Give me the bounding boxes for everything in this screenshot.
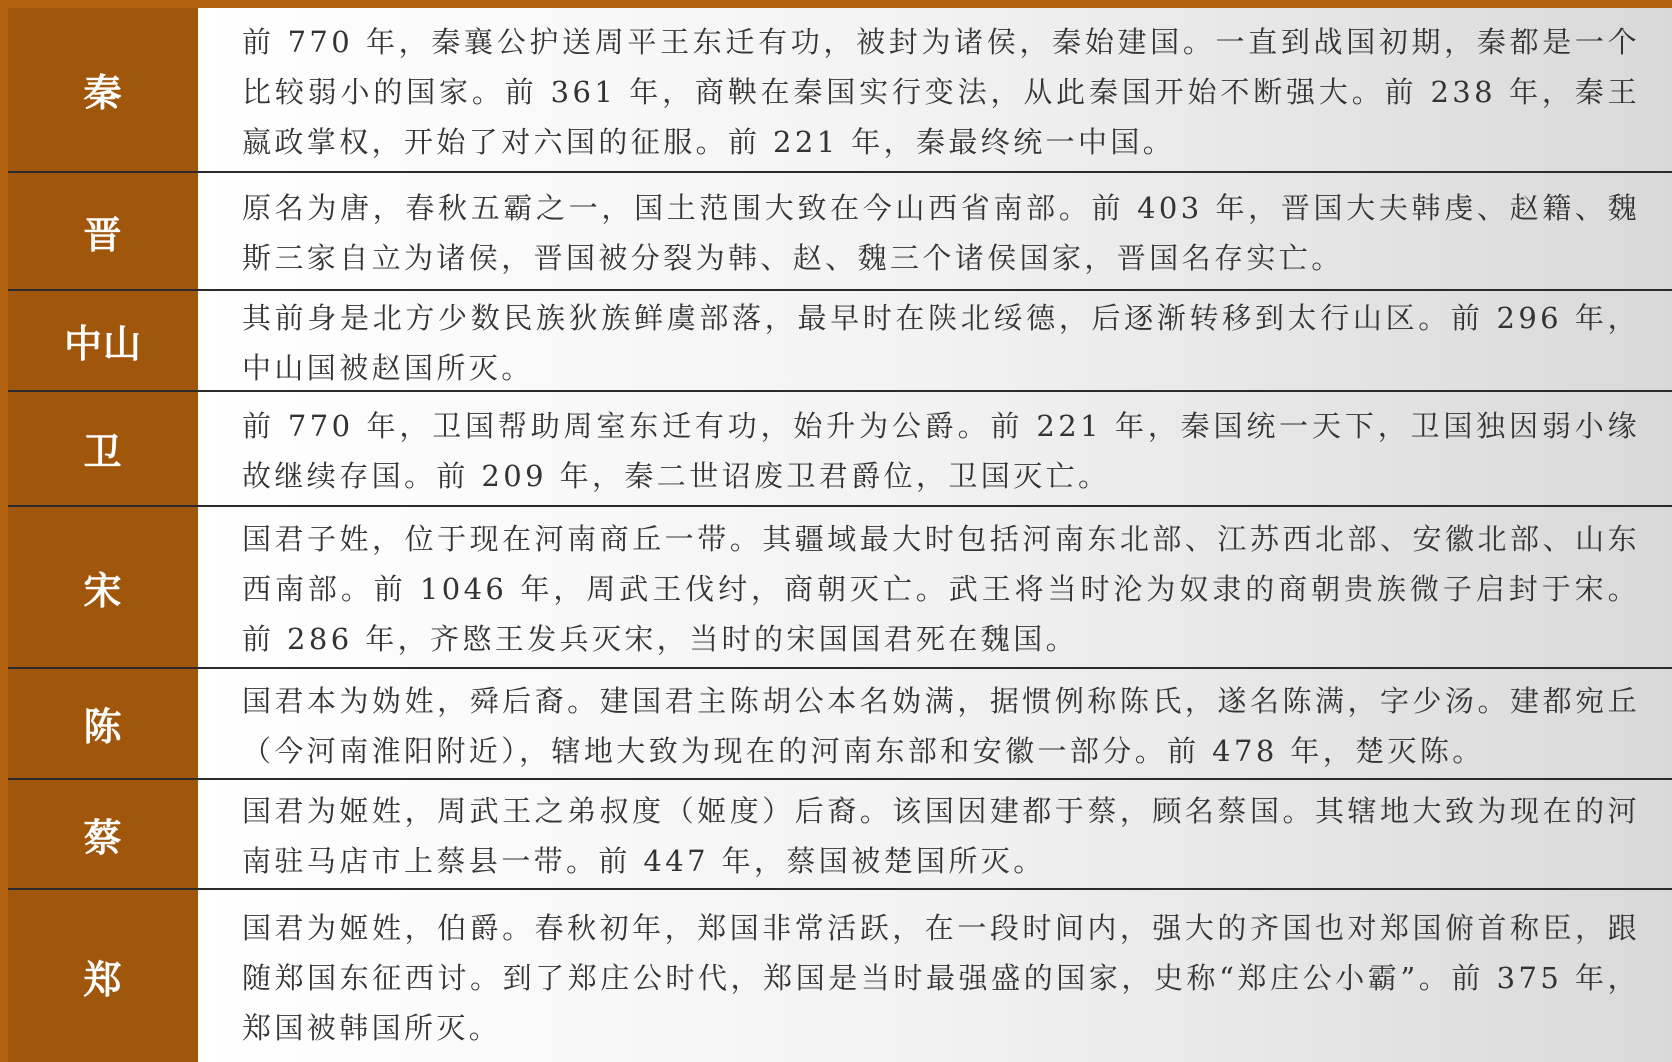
state-name-zheng: 郑 — [8, 890, 198, 1062]
state-name-chen: 陈 — [8, 669, 198, 778]
state-description-zheng: 国君为姬姓，伯爵。春秋初年，郑国非常活跃，在一段时间内，强大的齐国也对郑国俯首称臣，跟随郑国东征西讨。到了郑庄公时代，郑国是当时最强盛的国家，史称“郑庄公小霸”。前 375 年，郑国被韩国所灭。 — [198, 890, 1672, 1062]
table-row — [8, 890, 1672, 1062]
states-table — [8, 8, 1672, 1062]
state-description-wei: 前 770 年，卫国帮助周室东迁有功，始升为公爵。前 221 年，秦国统一天下，卫国独因弱小缘故继续存国。前 209 年，秦二世诏废卫君爵位，卫国灭亡。 — [198, 392, 1672, 505]
table-row — [8, 780, 1672, 888]
state-description-zhongshan: 其前身是北方少数民族狄族鲜虞部落，最早时在陕北绥德，后逐渐转移到太行山区。前 296 年，中山国被赵国所灭。 — [198, 291, 1672, 390]
state-name-jin: 晋 — [8, 173, 198, 289]
state-description-cai: 国君为姬姓，周武王之弟叔度（姬度）后裔。该国因建都于蔡，顾名蔡国。其辖地大致为现在的河南驻马店市上蔡县一带。前 447 年，蔡国被楚国所灭。 — [198, 780, 1672, 888]
table-row — [8, 669, 1672, 778]
state-description-qin: 前 770 年，秦襄公护送周平王东迁有功，被封为诸侯，秦始建国。一直到战国初期，秦都是一个比较弱小的国家。前 361 年，商鞅在秦国实行变法，从此秦国开始不断强大。前 238 年，秦王嬴政掌权，开始了对六国的征服。前 221 年，秦最终统一中国。 — [198, 8, 1672, 171]
table-row — [8, 392, 1672, 505]
state-description-song: 国君子姓，位于现在河南商丘一带。其疆域最大时包括河南东北部、江苏西北部、安徽北部、山东西南部。前 1046 年，周武王伐纣，商朝灭亡。武王将当时沦为奴隶的商朝贵族微子启封于宋。前 286 年，齐愍王发兵灭宋，当时的宋国国君死在魏国。 — [198, 507, 1672, 667]
table-row — [8, 507, 1672, 667]
table-row — [8, 8, 1672, 171]
state-name-cai: 蔡 — [8, 780, 198, 888]
state-name-song: 宋 — [8, 507, 198, 667]
state-name-wei: 卫 — [8, 392, 198, 505]
state-description-chen: 国君本为妫姓，舜后裔。建国君主陈胡公本名妫满，据惯例称陈氏，遂名陈满，字少汤。建都宛丘（今河南淮阳附近），辖地大致为现在的河南东部和安徽一部分。前 478 年，楚灭陈。 — [198, 669, 1672, 778]
state-description-jin: 原名为唐，春秋五霸之一，国土范围大致在今山西省南部。前 403 年，晋国大夫韩虔、赵籍、魏斯三家自立为诸侯，晋国被分裂为韩、赵、魏三个诸侯国家，晋国名存实亡。 — [198, 173, 1672, 289]
table-row — [8, 291, 1672, 390]
state-name-qin: 秦 — [8, 8, 198, 171]
table-row — [8, 173, 1672, 289]
state-name-zhongshan: 中山 — [8, 291, 198, 390]
